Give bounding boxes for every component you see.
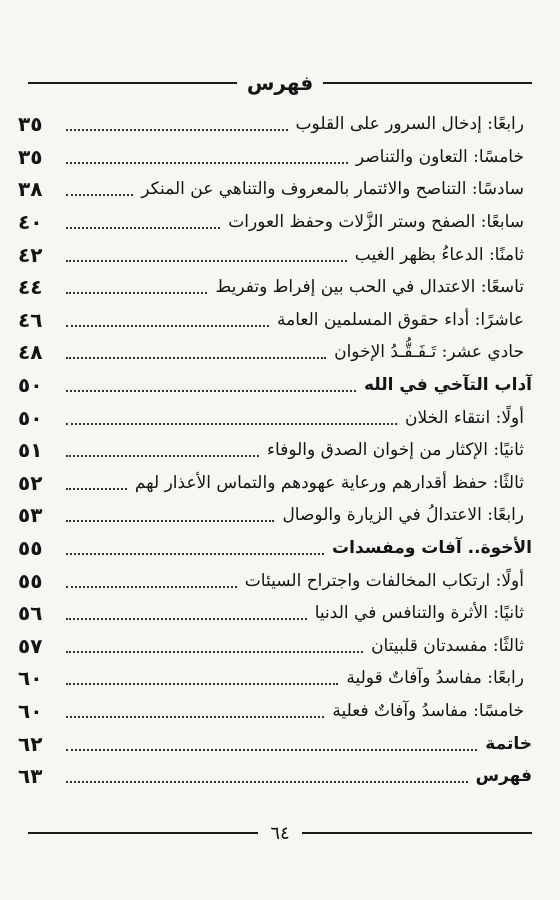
toc-page-number: ٦٣ [18, 764, 43, 789]
dot-leader [66, 618, 307, 620]
toc-entry-title: تاسعًا: الاعتدال في الحب بين إفراط وتفريط [215, 277, 524, 298]
toc-page-number: ٥٧ [18, 633, 43, 658]
toc-page-number: ٥٣ [18, 503, 43, 528]
dot-leader [66, 586, 237, 588]
page-footer [28, 818, 532, 848]
toc-entry-title: آداب التآخي في الله [364, 375, 532, 396]
toc-page-number: ٤٠ [18, 210, 43, 235]
dot-leader [66, 651, 363, 653]
toc-page-number: ٦٢ [18, 731, 43, 756]
toc-entry [18, 304, 532, 337]
toc-page-number: ٦٠ [18, 666, 43, 691]
toc-entry [18, 206, 532, 239]
toc-entry-title: ثالثًا: حفظ أقدارهم ورعاية عهودهم والتماس الأعذار لهم [134, 472, 524, 493]
page-number: ٦٤ [270, 822, 290, 844]
dot-leader [66, 488, 127, 490]
header-rule-right [323, 82, 532, 84]
toc-entry [18, 434, 532, 467]
toc-page-number: ٥٦ [18, 601, 43, 626]
toc-entry [18, 401, 532, 434]
dot-leader [66, 520, 274, 522]
toc-page-number: ٤٤ [18, 275, 43, 300]
toc-entry-title: ثالثًا: مفسدتان قلبيتان [371, 635, 524, 656]
toc-entry [18, 173, 532, 206]
toc-entry [18, 108, 532, 141]
page-header [28, 68, 532, 98]
footer-rule-right [302, 832, 532, 834]
dot-leader [66, 683, 338, 685]
toc-entry-title: رابعًا: إدخال السرور على القلوب [295, 114, 524, 135]
toc-entry-title: رابعًا: مفاسدُ وآفاتٌ قولية [346, 668, 524, 689]
table-of-contents [18, 108, 532, 792]
toc-entry-title: عاشرًا: أداء حقوق المسلمين العامة [276, 309, 524, 330]
toc-page-number: ٦٠ [18, 698, 43, 723]
toc-page-number: ٣٥ [18, 144, 43, 169]
dot-leader [66, 553, 324, 555]
toc-entry-title: خامسًا: مفاسدُ وآفاتٌ فعلية [332, 700, 524, 721]
toc-page-number: ٥٠ [18, 405, 43, 430]
toc-entry-title: حادي عشر: تَـفَـقُّـدُ الإخوان [334, 342, 524, 363]
toc-entry-title: أولًا: انتقاء الخلان [404, 407, 524, 428]
toc-entry-title: الأخوة.. آفات ومفسدات [332, 538, 532, 559]
toc-page-number: ٤٦ [18, 307, 43, 332]
dot-leader [66, 716, 324, 718]
dot-leader [66, 325, 269, 327]
toc-entry [18, 499, 532, 532]
page-title: فهرس [246, 71, 314, 95]
toc-page-number: ٤٢ [18, 242, 43, 267]
toc-entry [18, 238, 532, 271]
toc-page-number: ٥٢ [18, 470, 43, 495]
toc-page-number: ٣٥ [18, 112, 43, 137]
toc-entry [18, 271, 532, 304]
toc-entry-title: سادسًا: التناصح والائتمار بالمعروف والتناهي عن المنكر [141, 179, 524, 200]
dot-leader [66, 390, 356, 392]
toc-page-number: ٥٥ [18, 568, 43, 593]
dot-leader [66, 357, 326, 359]
dot-leader [66, 292, 207, 294]
dot-leader [66, 455, 259, 457]
toc-entry-title: ثانيًا: الإكثار من إخوان الصدق والوفاء [267, 440, 524, 461]
toc-page-number: ٥١ [18, 438, 43, 463]
header-rule-left [28, 82, 237, 84]
toc-entry-title: أولًا: ارتكاب المخالفات واجتراح السيئات [244, 570, 524, 591]
toc-section-heading [18, 532, 532, 565]
toc-entry [18, 662, 532, 695]
dot-leader [66, 260, 347, 262]
toc-entry-title: ثامنًا: الدعاءُ بظهر الغيب [354, 244, 524, 265]
toc-section-heading [18, 369, 532, 402]
toc-entry-title: رابعًا: الاعتدالُ في الزيارة والوصال [282, 505, 524, 526]
toc-section-heading [18, 727, 532, 760]
toc-page-number: ٥٠ [18, 373, 43, 398]
dot-leader [66, 749, 477, 751]
toc-entry [18, 141, 532, 174]
toc-entry [18, 336, 532, 369]
toc-page-number: ٥٥ [18, 536, 43, 561]
toc-entry-title: ثانيًا: الأثرة والتنافس في الدنيا [314, 603, 524, 624]
toc-entry [18, 597, 532, 630]
dot-leader [66, 781, 468, 783]
toc-entry [18, 467, 532, 500]
toc-page-number: ٤٨ [18, 340, 43, 365]
footer-rule-left [28, 832, 258, 834]
dot-leader [66, 423, 397, 425]
toc-entry-title: خامسًا: التعاون والتناصر [355, 146, 524, 167]
toc-page-number: ٣٨ [18, 177, 43, 202]
toc-section-heading [18, 760, 532, 793]
toc-entry [18, 695, 532, 728]
toc-entry [18, 564, 532, 597]
dot-leader [66, 194, 133, 196]
dot-leader [66, 162, 348, 164]
toc-entry-title: خاتمة [485, 733, 532, 754]
dot-leader [66, 129, 288, 131]
toc-entry-title: سابعًا: الصفح وستر الزَّلات وحفظ العورات [228, 212, 524, 233]
toc-entry-title: فهرس [475, 766, 532, 787]
toc-entry [18, 630, 532, 663]
dot-leader [66, 227, 220, 229]
